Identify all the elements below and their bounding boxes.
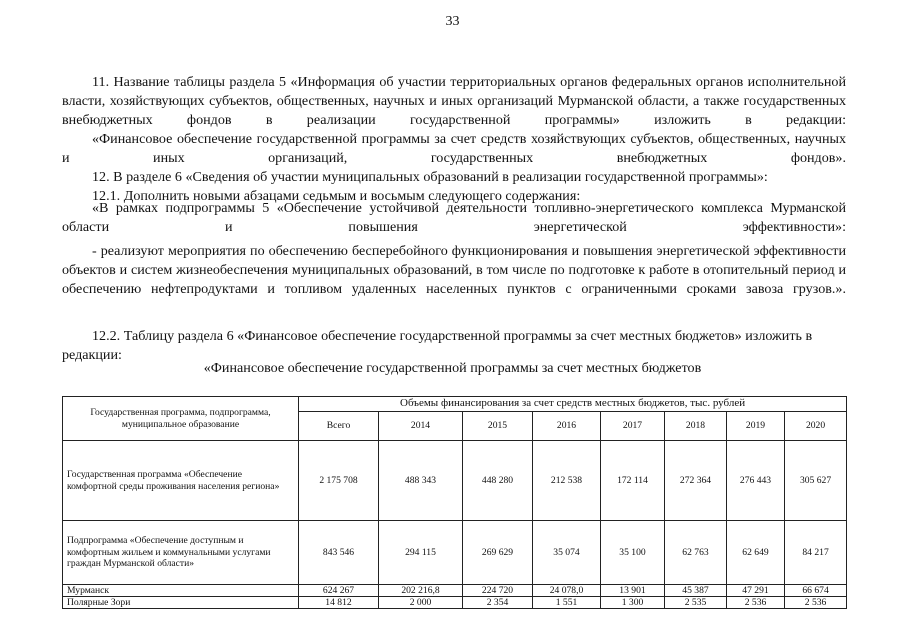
header-year: 2016: [533, 412, 601, 441]
paragraph-12-2: 12.2. Таблицу раздела 6 «Финансовое обеспечение государственной программы за счет местных бюджетов» изложить в редакции:: [62, 328, 813, 363]
cell-value: 624 267: [299, 585, 379, 597]
paragraph-12-1-quote-2: - реализуют мероприятия по обеспечению бесперебойного функционирования и повышения энергетической эффективности объектов и систем жизнеобеспечения муниципальных образований, в том числе по подготовке к работе в отопительный период и обеспечению нефтепродуктами и топливом удаленных населенных пунктов с ограниченными сроками завоза грузов.».: [62, 243, 846, 297]
cell-value: 212 538: [533, 441, 601, 521]
cell-value: 2 536: [785, 597, 847, 609]
cell-value: 2 175 708: [299, 441, 379, 521]
cell-value: 172 114: [601, 441, 665, 521]
cell-value: 47 291: [727, 585, 785, 597]
table-row: [63, 521, 847, 585]
cell-value: 35 074: [533, 521, 601, 585]
paragraph-12-1: 12.1. Дополнить новыми абзацами седьмым и восьмым следующего содержания:: [92, 188, 581, 204]
row-name: Полярные Зори: [63, 597, 299, 609]
cell-value: 448 280: [463, 441, 533, 521]
header-year: 2015: [463, 412, 533, 441]
cell-value: 1 551: [533, 597, 601, 609]
header-year: 2014: [379, 412, 463, 441]
header-total: Всего: [299, 412, 379, 441]
cell-value: 2 536: [727, 597, 785, 609]
cell-value: 62 649: [727, 521, 785, 585]
header-year: 2017: [601, 412, 665, 441]
cell-value: 24 078,0: [533, 585, 601, 597]
cell-value: 276 443: [727, 441, 785, 521]
paragraph-11: 11. Название таблицы раздела 5 «Информация об участии территориальных органов федеральных органов исполнительной власти, хозяйствующих субъектов, общественных, научных и иных организаций Мурманской области, а также государственных внебюджетных фондов в реализации государственной программы» изложить в редакции:: [62, 74, 846, 128]
header-year: 2020: [785, 412, 847, 441]
row-name: Государственная программа «Обеспечение комфортной среды проживания населения региона»: [63, 441, 299, 521]
cell-value: 305 627: [785, 441, 847, 521]
cell-value: 202 216,8: [379, 585, 463, 597]
cell-value: 2 535: [665, 597, 727, 609]
table-row: [63, 597, 847, 609]
page-number: 33: [445, 14, 460, 29]
cell-value: 84 217: [785, 521, 847, 585]
cell-value: 269 629: [463, 521, 533, 585]
cell-value: 66 674: [785, 585, 847, 597]
cell-value: 13 901: [601, 585, 665, 597]
cell-value: 1 300: [601, 597, 665, 609]
cell-value: 35 100: [601, 521, 665, 585]
cell-value: 488 343: [379, 441, 463, 521]
paragraph-12: 12. В разделе 6 «Сведения об участии муниципальных образований в реализации государственной программы»:: [92, 169, 768, 185]
cell-value: 294 115: [379, 521, 463, 585]
header-program: Государственная программа, подпрограмма, муниципальное образование: [63, 397, 299, 441]
cell-value: 272 364: [665, 441, 727, 521]
table-row: [63, 441, 847, 521]
cell-value: 62 763: [665, 521, 727, 585]
cell-value: 843 546: [299, 521, 379, 585]
table-title: «Финансовое обеспечение государственной программы за счет местных бюджетов: [203, 360, 702, 376]
cell-value: 2 000: [379, 597, 463, 609]
paragraph-12-1-quote-1: «В рамках подпрограммы 5 «Обеспечение устойчивой деятельности топливно-энергетического комплекса Мурманской области и повышения энергетической эффективности»:: [62, 200, 846, 235]
financing-table: [62, 396, 847, 609]
row-name: Подпрограмма «Обеспечение доступным и комфортным жильем и коммунальными услугами граждан Мурманской области»: [63, 521, 299, 585]
header-financing-group: Объемы финансирования за счет средств местных бюджетов, тыс. рублей: [299, 397, 847, 412]
table-row: [63, 585, 847, 597]
paragraph-11-quote: «Финансовое обеспечение государственной программы за счет средств хозяйствующих субъектов, общественных, научных и иных организаций, государственных внебюджетных фондов».: [62, 131, 846, 166]
header-year: 2019: [727, 412, 785, 441]
header-year: 2018: [665, 412, 727, 441]
cell-value: 45 387: [665, 585, 727, 597]
row-name: Мурманск: [63, 585, 299, 597]
cell-value: 14 812: [299, 597, 379, 609]
cell-value: 2 354: [463, 597, 533, 609]
cell-value: 224 720: [463, 585, 533, 597]
